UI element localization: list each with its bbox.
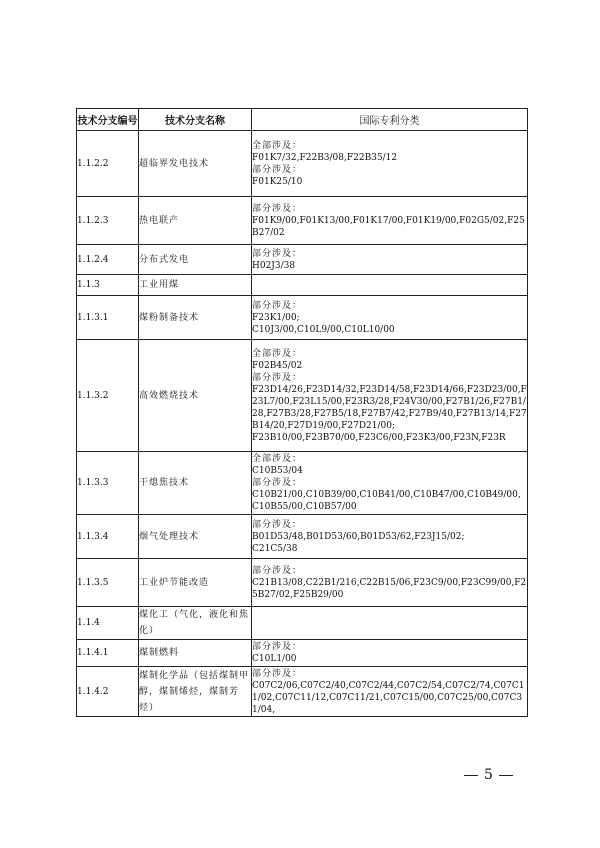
ipc-cell	[252, 131, 528, 197]
ipc-codes: F23K1/00;	[252, 312, 300, 323]
branch-code: 1.1.3	[77, 275, 139, 296]
dash-right	[499, 775, 513, 776]
table-row	[77, 515, 528, 559]
branch-name: 煤粉制备技术	[139, 296, 252, 340]
ipc-codes: C10L1/00	[252, 654, 297, 664]
ipc-scope-label: 部分涉及：	[252, 478, 303, 488]
ipc-scope-label: 部分涉及：	[252, 164, 303, 175]
branch-name: 煤制燃料	[139, 640, 252, 667]
ipc-scope-label: 部分涉及：	[252, 565, 303, 576]
header-branch-code: 技术分支编号	[77, 109, 139, 131]
branch-code: 1.1.3.5	[77, 559, 139, 607]
ipc-scope-label: 部分涉及：	[252, 300, 303, 311]
branch-code: 1.1.3.3	[77, 452, 139, 515]
ipc-codes: C10J3/00,C10L9/00,C10L10/00	[252, 324, 395, 335]
ipc-codes: F23D14/26,F23D14/32,F23D14/58,F23D14/66,F23D23/00,F23L7/00,F23L15/00,F23R3/28,F24V30/00,F27B1/26,F27B1/28,F27B3/28,F27B5/18,F27B7/42,F27B9/40,F27B13/14,F27B14/20,F27D19/00,F27D21/00;	[252, 384, 527, 431]
table-row	[77, 607, 528, 640]
ipc-cell	[252, 559, 528, 607]
ipc-cell	[252, 340, 528, 452]
branch-name: 工业炉节能改造	[139, 559, 252, 607]
header-branch-name: 技术分支名称	[139, 109, 252, 131]
branch-code: 1.1.3.4	[77, 515, 139, 559]
branch-name: 热电联产	[139, 197, 252, 245]
branch-code: 1.1.4.1	[77, 640, 139, 667]
branch-code: 1.1.2.3	[77, 197, 139, 245]
table-row	[77, 559, 528, 607]
ipc-scope-label: 部分涉及：	[252, 203, 303, 214]
ipc-scope-label: 部分涉及：	[252, 519, 303, 530]
ipc-codes: C21B13/08,C22B1/216,C22B15/06,F23C9/00,F23C99/00,F25B27/02,F25B29/00	[252, 577, 527, 600]
ipc-cell	[252, 607, 528, 640]
ipc-codes: C07C2/06,C07C2/40,C07C2/44,C07C2/54,C07C2/74,C07C11/02,C07C11/12,C07C11/21,C07C15/00,C07C25/00,C07C31/04,	[252, 680, 525, 715]
ipc-scope-label: 全部涉及：	[252, 348, 303, 359]
ipc-scope-label: 全部涉及：	[252, 140, 303, 151]
ipc-cell	[252, 667, 528, 717]
table-row	[77, 640, 528, 667]
ipc-codes: F02B45/02	[252, 360, 303, 371]
ipc-codes: H02J3/38	[252, 260, 296, 271]
ipc-codes: C10B53/04	[252, 466, 303, 476]
ipc-codes: F01K7/32,F22B3/08,F22B35/12	[252, 152, 398, 163]
table-row	[77, 131, 528, 197]
ipc-scope-label: 部分涉及：	[252, 248, 303, 259]
table-row	[77, 197, 528, 245]
branch-code: 1.1.4.2	[77, 667, 139, 717]
ipc-cell	[252, 640, 528, 667]
ipc-scope-label: 部分涉及：	[252, 642, 303, 652]
table-row	[77, 340, 528, 452]
branch-code: 1.1.3.1	[77, 296, 139, 340]
ipc-codes: B01D53/48,B01D53/60,B01D53/62,F23J15/02;	[252, 531, 465, 542]
ipc-cell	[252, 296, 528, 340]
branch-name: 煤化工（气化，液化和焦化）	[139, 607, 252, 640]
table-body	[77, 131, 528, 717]
table-row	[77, 452, 528, 515]
ipc-scope-label: 全部涉及：	[252, 454, 303, 464]
table-row	[77, 275, 528, 296]
ipc-cell	[252, 275, 528, 296]
ipc-codes: F01K25/10	[252, 176, 303, 187]
ipc-cell	[252, 515, 528, 559]
table-row	[77, 245, 528, 275]
ipc-codes: C10B21/00,C10B39/00,C10B41/00,C10B47/00,C10B49/00,C10B55/00,C10B57/00	[252, 490, 521, 512]
branch-code: 1.1.2.4	[77, 245, 139, 275]
ipc-scope-label: 部分涉及：	[252, 372, 303, 383]
branch-code: 1.1.3.2	[77, 340, 139, 452]
page-number	[458, 767, 519, 783]
page-number-value: 5	[484, 767, 493, 783]
table-header-row	[77, 109, 528, 131]
branch-name: 烟气处理技术	[139, 515, 252, 559]
ipc-codes: C21C5/38	[252, 543, 298, 554]
branch-code: 1.1.4	[77, 607, 139, 640]
ipc-cell	[252, 245, 528, 275]
table-row	[77, 296, 528, 340]
ipc-codes: F23B10/00,F23B70/00,F23C6/00,F23K3/00,F23N,F23R	[252, 432, 506, 443]
ipc-scope-label: 部分涉及：	[252, 668, 303, 679]
branch-name: 干熄焦技术	[139, 452, 252, 515]
header-ipc: 国际专利分类	[252, 109, 528, 131]
branch-name: 工业用煤	[139, 275, 252, 296]
ipc-cell	[252, 452, 528, 515]
table-row	[77, 667, 528, 717]
branch-code: 1.1.2.2	[77, 131, 139, 197]
branch-name: 超临界发电技术	[139, 131, 252, 197]
ipc-codes: F01K9/00,F01K13/00,F01K17/00,F01K19/00,F02G5/02,F25B27/02	[252, 215, 525, 238]
branch-name: 分布式发电	[139, 245, 252, 275]
branch-name: 煤制化学品（包括煤制甲醇，煤制烯烃，煤制芳烃）	[139, 667, 252, 717]
patent-classification-table	[76, 108, 528, 717]
ipc-cell	[252, 197, 528, 245]
branch-name: 高效燃烧技术	[139, 340, 252, 452]
dash-left	[464, 775, 478, 776]
